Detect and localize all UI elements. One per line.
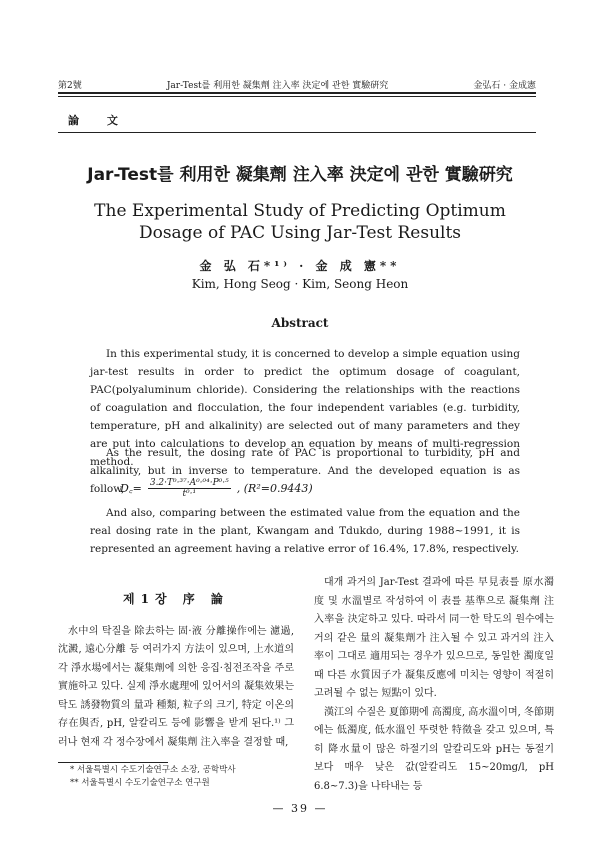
footnotes [70,764,236,790]
equation-lhs: D꜀= [120,482,142,495]
dosage-equation [120,478,313,499]
abstract-paragraph-3: And also, comparing between the estimated value from the equation and the real dosing rate in the plant, Kwangam and Tdukdo, during 1988~1991, it is represented an agreement having a relative error of 16.4%, 17.8%, respectively. [90,507,520,555]
running-header [58,76,536,92]
right-paragraph-2: 漢江의 수질은 夏節期에 高濁度, 高水溫이며, 冬節期에는 低濁度, 低水溫인 뚜렷한 特徵을 갖고 있으며, 특히 降水量이 많은 하절기의 알칼리도와 pH는 동절기 보다 매우 낮은 값(알칼리도 15~20mg/l, pH 6.8~7.3)을 나타내는 등 [314,706,554,792]
right-column [314,574,554,796]
running-header-title: Jar-Test를 利用한 凝集劑 注入率 決定에 관한 實驗硏究 [166,80,389,91]
authors-english: Kim, Hong Seog · Kim, Seong Heon [191,277,409,291]
intro-paragraph: 水中의 탁질을 除去하는 固·液 分離操作에는 濾過, 沈澱, 遠心分離 등 여러가지 方法이 있으며, 上水道의 각 淨水場에서는 凝集劑에 의한 응집·침전조작을 주로 實施하고 있다. 실제 淨水處理에 있어서의 凝集效果는 탁도 誘發物質의 量과 種類, 粒子의 크기, 特定 이온의 存在與否, pH, 알칼리도 등에 影響을 받게 된다.¹⁾ 그러나 현재 각 정수장에서 凝集劑 注入率을 결정할 때, [58,625,294,748]
equation-r2: , (R²=0.9443) [236,482,313,495]
header-rule-thin [58,96,536,97]
abstract-paragraph-1: In this experimental study, it is concerned to develop a simple equation using jar-test results in order to predict the optimum dosage of coagulant, PAC(polyaluminum chloride). Considering the relationships with the reactions of coagulation and flocculation, the four independent variables (e.g. turbidity, temperature, pH and alkalinity) are selected out of many parameters and they are put into calculations to develop an equation by means of multi-regression method. [90,348,520,468]
section-label: 論 文 [68,114,130,127]
title-english: The Experimental Study of Predicting Optimum Dosage of PAC Using Jar-Test Results [94,201,506,243]
left-column [58,590,294,752]
footnote-2: ** 서울특별시 수도기술연구소 연구원 [70,778,210,788]
running-header-volume: 第2號 [58,80,82,91]
equation-numerator: 3.2·T⁰·³⁷·A⁰·⁰⁴·P⁰·⁵ [149,478,229,488]
footnote-1: * 서울특별시 수도기술연구소 소장, 공학박사 [70,765,236,775]
running-header-authors: 金弘石 · 金成憲 [473,80,536,91]
header-rule [58,92,536,94]
authors-korean: 金 弘 石*¹⁾ · 金 成 憲** [199,259,401,273]
abstract-paragraph-2: As the result, the dosing rate of PAC is proportional to turbidity, pH and alkalinity, but in inverse to temperature. And the developed equation is as follow, [90,447,520,495]
page-number: — 39 — [272,802,328,815]
abstract-heading: Abstract [271,316,329,330]
equation-denominator: t⁰·¹ [182,489,197,499]
title-korean: Jar-Test를 利用한 凝集劑 注入率 決定에 관한 實驗硏究 [87,165,513,185]
equation-fraction [148,478,231,499]
right-paragraph-1: 대개 과거의 Jar-Test 결과에 따른 早見表를 原水濁度 및 水溫별로 작성하여 이 表를 基準으로 凝集劑 注入率을 決定하고 있다. 따라서 同一한 탁도의 원수에는 거의 같은 量의 凝集劑가 注入될 수 있고 과거의 注入率이 그대로 適用되는 경우가 있으므로, 동일한 濁度일 때 다른 水質因子가 凝集反應에 미치는 영향이 적절히 고려될 수 없는 短點이 있다. [314,577,554,699]
section-rule [58,132,536,133]
footnote-rule [58,762,168,763]
chapter-heading: 제1장 序 論 [123,592,229,606]
